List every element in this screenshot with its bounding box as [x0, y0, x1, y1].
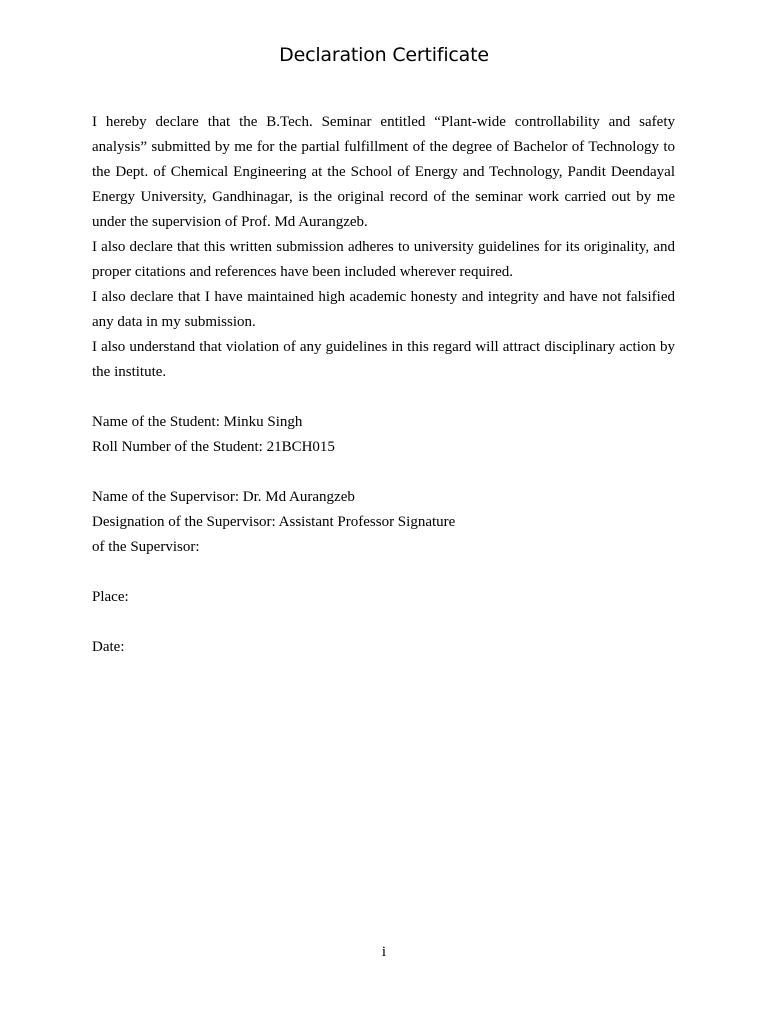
spacer	[92, 610, 675, 635]
spacer	[92, 560, 675, 585]
declaration-paragraph-2: I also declare that this written submission adheres to university guidelines for its originality, and proper citations and references have been included wherever required.	[92, 239, 675, 280]
page-title: Declaration Certificate	[279, 44, 489, 66]
spacer	[92, 460, 675, 485]
student-name: Name of the Student: Minku Singh	[92, 414, 303, 430]
supervisor-name: Name of the Supervisor: Dr. Md Aurangzeb	[92, 489, 355, 505]
place-field: Place:	[92, 589, 129, 605]
page-number: i	[381, 944, 387, 960]
declaration-body	[92, 110, 675, 660]
supervisor-designation: Designation of the Supervisor: Assistant Professor Signature	[92, 514, 456, 530]
student-roll-number: Roll Number of the Student: 21BCH015	[92, 439, 335, 455]
declaration-paragraph-3: I also declare that I have maintained high academic honesty and integrity and have not falsified any data in my submission.	[92, 289, 675, 330]
spacer	[92, 385, 675, 410]
date-field: Date:	[92, 639, 125, 655]
declaration-paragraph-1: I hereby declare that the B.Tech. Seminar entitled “Plant-wide controllability and safety analysis” submitted by me for the partial fulfillment of the degree of Bachelor of Technology to the Dept. of Chemical Engineering at the School of Energy and Technology, Pandit Deendayal Energy University, Gandhinagar, is the original record of the seminar work carried out by me under the supervision of Prof. Md Aurangzeb.	[92, 114, 675, 230]
supervisor-signature-label: of the Supervisor:	[92, 539, 200, 555]
declaration-paragraph-4: I also understand that violation of any guidelines in this regard will attract disciplinary action by the institute.	[92, 339, 675, 380]
